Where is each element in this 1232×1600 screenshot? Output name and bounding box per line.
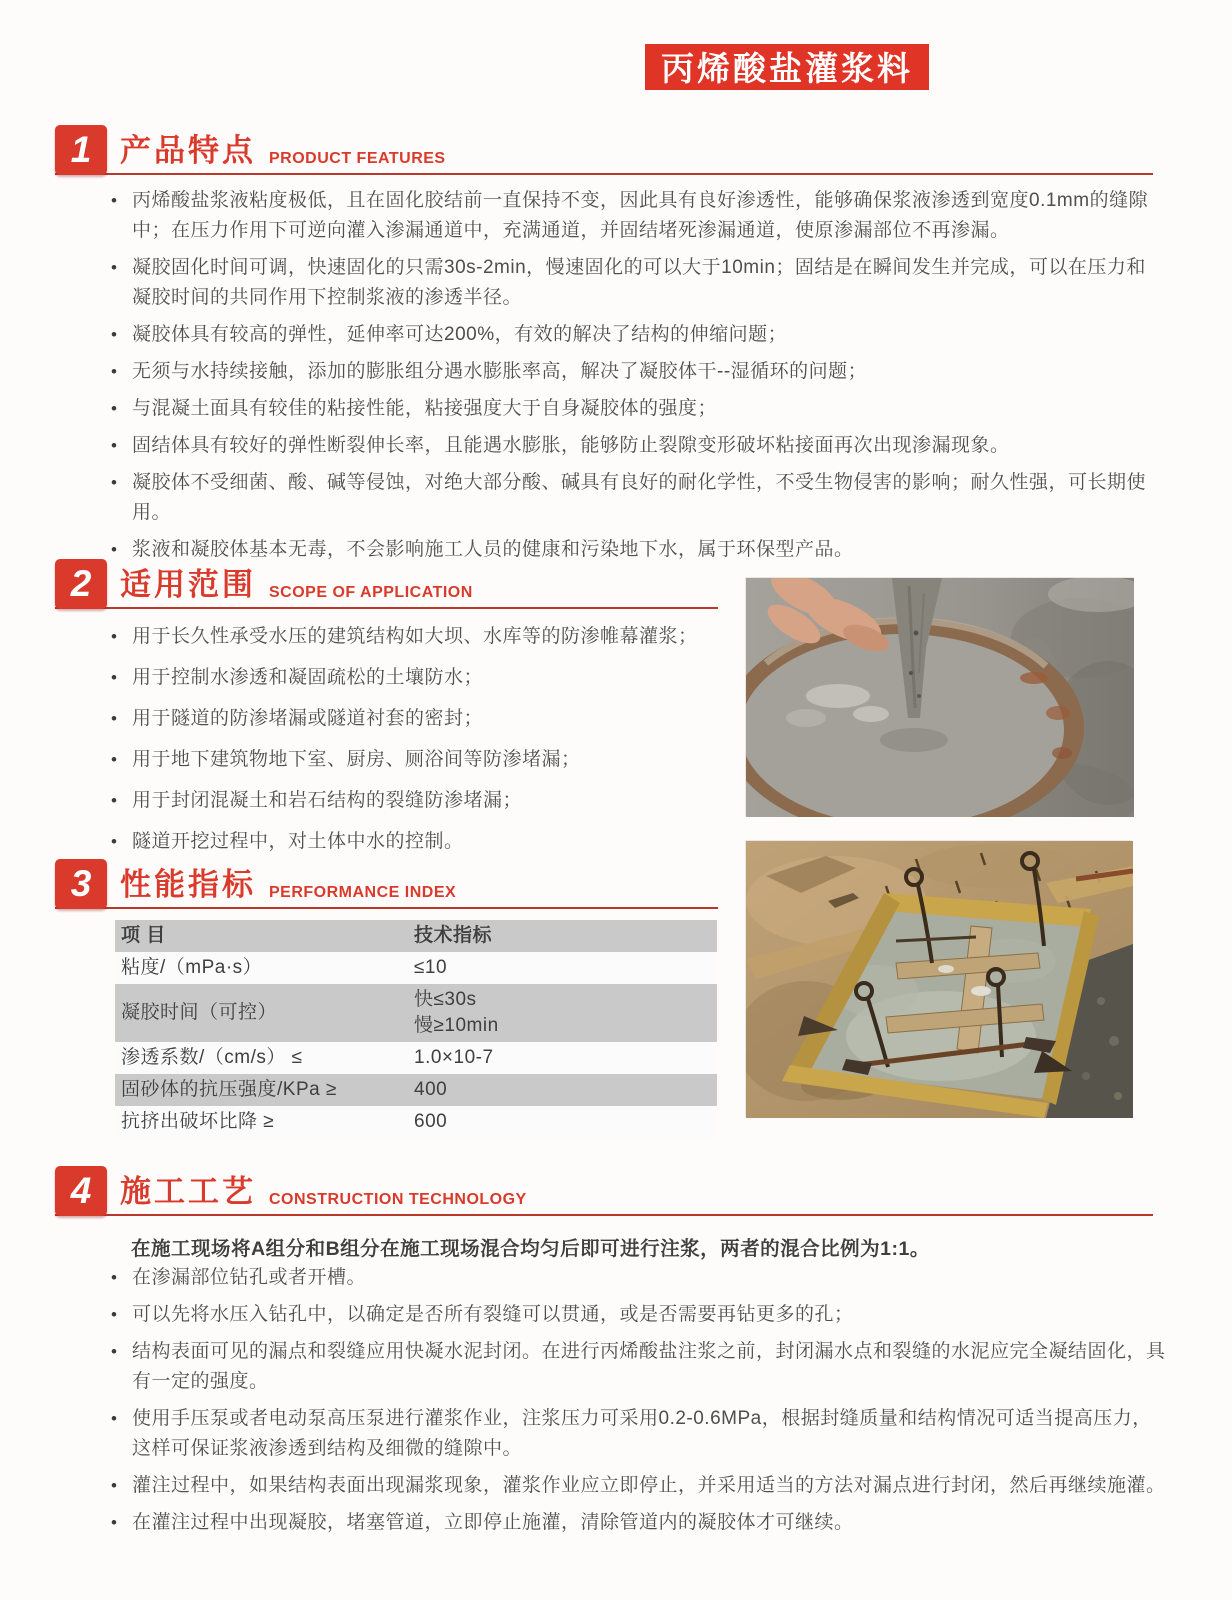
section-header-performance-index	[55, 855, 718, 909]
table-cell-item: 凝胶时间（可控）	[121, 1002, 278, 1023]
section-header-scope-of-application	[55, 555, 718, 609]
bullet-item: • 用于地下建筑物地下室、厨房、厕浴间等防渗堵漏；	[105, 745, 720, 775]
section-subtitle: PERFORMANCE INDEX	[269, 884, 457, 901]
table-cell-item: 粘度/（mPa·s）	[121, 957, 263, 978]
bullet-item: • 凝胶体不受细菌、酸、碱等侵蚀，对绝大部分酸、碱具有良好的耐化学性，不受生物侵害的影响；耐久性强，可长期使用。	[105, 468, 1153, 528]
bullet-item: • 丙烯酸盐浆液粘度极低，且在固化胶结前一直保持不变，因此具有良好渗透性，能够确保浆液渗透到宽度0.1mm的缝隙中；在压力作用下可逆向灌入渗漏通道中，充满通道，并固结堵死渗漏通道，使原渗漏部位不再渗漏。	[105, 186, 1153, 246]
section-number: 3	[55, 859, 107, 909]
bullet-item: • 隧道开挖过程中，对土体中水的控制。	[105, 827, 720, 857]
section-number: 2	[55, 559, 107, 609]
section-subtitle: SCOPE OF APPLICATION	[269, 584, 473, 601]
table-cell-value: 600	[414, 1111, 448, 1132]
bullet-item: • 在灌注过程中出现凝胶，堵塞管道，立即停止施灌，清除管道内的凝胶体才可继续。	[105, 1508, 1167, 1538]
scope-of-application-list	[105, 622, 720, 868]
table-row	[115, 1106, 717, 1138]
bullet-item: • 与混凝土面具有较佳的粘接性能，粘接强度大于自身凝胶体的强度；	[105, 394, 1153, 424]
value-line: 慢≥10min	[414, 1015, 499, 1036]
table-header-item: 项 目	[121, 925, 166, 946]
bullet-item: • 用于长久性承受水压的建筑结构如大坝、水库等的防渗帷幕灌浆；	[105, 622, 720, 652]
bullet-item: • 在渗漏部位钻孔或者开槽。	[105, 1263, 1167, 1293]
product-title-badge: 丙烯酸盐灌浆料	[645, 44, 929, 90]
section-title: 施工工艺	[120, 1174, 256, 1209]
section-title: 产品特点	[120, 133, 256, 168]
table-row	[115, 1042, 717, 1074]
bullet-item: • 固结体具有较好的弹性断裂伸长率，且能遇水膨胀，能够防止裂隙变形破坏粘接面再次出现渗漏现象。	[105, 431, 1153, 461]
bullet-item: • 无须与水持续接触，添加的膨胀组分遇水膨胀率高，解决了凝胶体干--湿循环的问题；	[105, 357, 1153, 387]
table-cell-value: 1.0×10-7	[414, 1047, 494, 1068]
performance-index-table	[115, 920, 717, 1138]
grout-slurry-pour-photo	[745, 577, 1133, 816]
table-cell-item: 渗透系数/（cm/s） ≤	[121, 1047, 303, 1068]
section-number: 4	[55, 1166, 107, 1216]
table-cell-item: 固砂体的抗压强度/KPa ≥	[121, 1079, 337, 1100]
table-cell-item: 抗挤出破坏比降 ≥	[121, 1111, 275, 1132]
table-header-row	[115, 920, 717, 952]
bullet-item: • 用于控制水渗透和凝固疏松的土壤防水；	[105, 663, 720, 693]
construction-intro-text: 在施工现场将A组分和B组分在施工现场混合均匀后即可进行注浆，两者的混合比例为1:1。	[131, 1238, 930, 1260]
table-cell-value: ≤10	[414, 957, 448, 978]
bullet-item: • 灌注过程中，如果结构表面出现漏浆现象，灌浆作业应立即停止，并采用适当的方法对漏点进行封闭，然后再继续施灌。	[105, 1471, 1167, 1501]
bullet-item: • 使用手压泵或者电动泵高压泵进行灌浆作业，注浆压力可采用0.2-0.6MPa，根据封缝质量和结构情况可适当提高压力，这样可保证浆液渗透到结构及细微的缝隙中。	[105, 1404, 1167, 1464]
section-header-construction-technology	[55, 1162, 1153, 1216]
section-subtitle: CONSTRUCTION TECHNOLOGY	[269, 1191, 527, 1208]
bullet-item: • 可以先将水压入钻孔中，以确定是否所有裂缝可以贯通，或是否需要再钻更多的孔；	[105, 1300, 1167, 1330]
section-number: 1	[55, 125, 107, 175]
table-cell-value: 400	[414, 1079, 448, 1100]
section-header-product-features	[55, 121, 1153, 175]
table-cell-value	[408, 984, 717, 1042]
bullet-item: • 凝胶体具有较高的弹性，延伸率可达200%，有效的解决了结构的伸缩问题；	[105, 320, 1153, 350]
product-features-list	[105, 186, 1153, 572]
value-line: 快≤30s	[414, 989, 477, 1010]
table-row	[115, 1074, 717, 1106]
formwork-grouting-photo	[745, 840, 1132, 1117]
bullet-item: • 结构表面可见的漏点和裂缝应用快凝水泥封闭。在进行丙烯酸盐注浆之前，封闭漏水点和裂缝的水泥应完全凝结固化，具有一定的强度。	[105, 1337, 1167, 1397]
section-title: 性能指标	[120, 867, 256, 902]
section-title: 适用范围	[120, 567, 256, 602]
bullet-item: • 用于隧道的防渗堵漏或隧道衬套的密封；	[105, 704, 720, 734]
bullet-item: • 用于封闭混凝土和岩石结构的裂缝防渗堵漏；	[105, 786, 720, 816]
table-row	[115, 984, 717, 1042]
table-header-value: 技术指标	[414, 925, 493, 946]
bullet-item: • 凝胶固化时间可调，快速固化的只需30s-2min，慢速固化的可以大于10min；固结是在瞬间发生并完成，可以在压力和凝胶时间的共同作用下控制浆液的渗透半径。	[105, 253, 1153, 313]
bullet-item: • 浆液和凝胶体基本无毒，不会影响施工人员的健康和污染地下水，属于环保型产品。	[105, 535, 1153, 565]
construction-steps-list	[105, 1263, 1167, 1545]
table-row	[115, 952, 717, 984]
section-subtitle: PRODUCT FEATURES	[269, 150, 446, 167]
